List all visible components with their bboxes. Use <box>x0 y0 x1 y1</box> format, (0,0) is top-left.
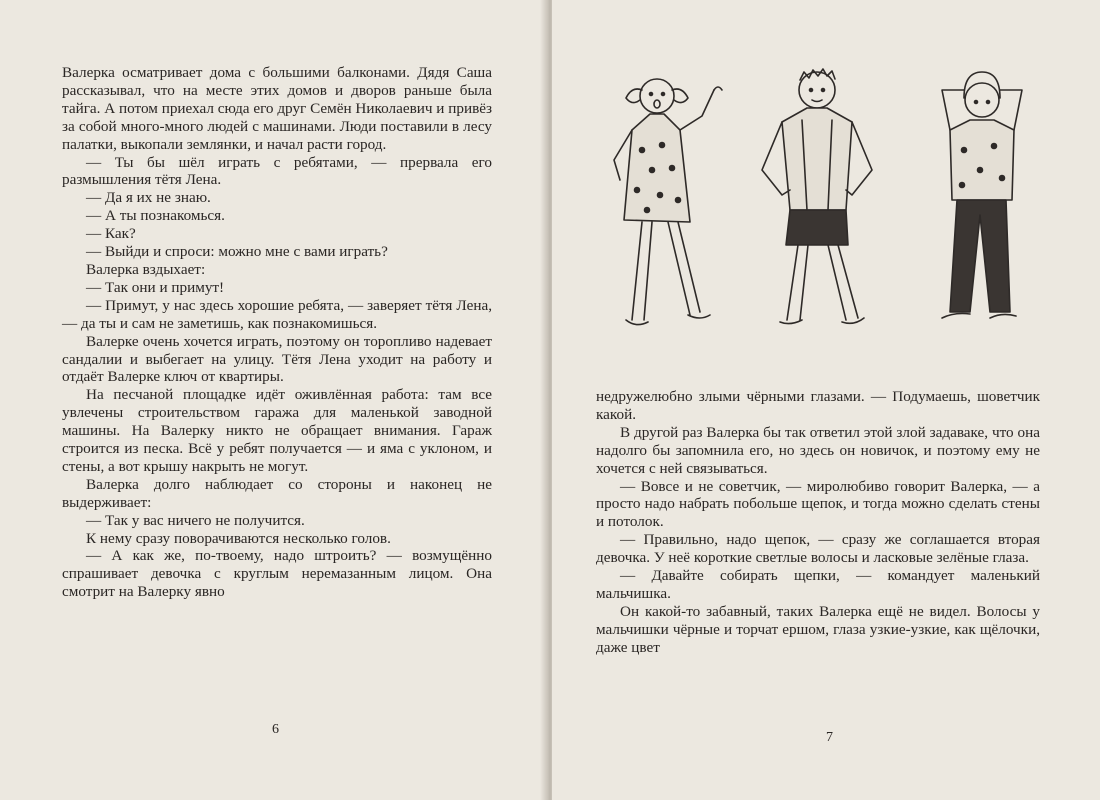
paragraph: — А ты познакомься. <box>86 207 225 225</box>
paragraph: — Вовсе и не советчик, — миролюбиво говорит Валерка, — а просто надо набрать побольше щепок, и тогда можно сделать стены и потолок. <box>596 477 1040 531</box>
paragraph: Валерка осматривает дома с большими балконами. Дядя Саша рассказывал, что на месте этих домов и дворов раньше была тайга. А потом приехал сюда его друг Семён Николаевич и привёз за собой много-много людей с машинами. Люди поставили в лесу палатки, выкопали землянки, и начал расти город. <box>62 64 492 153</box>
left-page <box>0 0 548 800</box>
paragraph: — Правильно, надо щепок, — сразу же соглашается вторая девочка. У неё короткие светлые волосы и ласковые зелёные глаза. <box>596 531 1040 567</box>
right-page-text <box>596 388 1040 657</box>
right-page <box>552 0 1100 800</box>
paragraph: — Да я их не знаю. <box>86 189 211 207</box>
girl-with-pigtails-figure <box>614 79 722 325</box>
page-number: 7 <box>826 730 833 745</box>
page-number: 6 <box>272 722 279 737</box>
left-page-text <box>62 64 492 601</box>
paragraph: недружелюбно злыми чёрными глазами. — Подумаешь, шоветчик какой. <box>596 388 1040 423</box>
paragraph: Он какой-то забавный, таких Валерка ещё не видел. Волосы у мальчишки чёрные и торчат ершом, глаза узкие-узкие, как щёлочки, даже цвет <box>596 602 1040 656</box>
paragraph: — Примут, у нас здесь хорошие ребята, — заверяет тётя Лена, — да ты и сам не заметишь, как познакомишься. <box>62 296 492 332</box>
paragraph: — Выйди и спроси: можно мне с вами играть? <box>86 243 388 261</box>
paragraph: — Ты бы шёл играть с ребятами, — прервала его размышления тётя Лена. <box>62 153 492 189</box>
paragraph: На песчаной площадке идёт оживлённая работа: там все увлечены строительством гаража для маленькой заводной машины. На Валерку никто не обращает внимания. Гараж строится из песка. Всё у ребят получается — и яма с уклоном, и стены, а вот крышу накрыть не могут. <box>62 386 492 475</box>
paragraph: — Так они и примут! <box>86 278 225 296</box>
children-illustration <box>602 50 1062 350</box>
paragraph: Валерка вздыхает: <box>86 260 206 278</box>
paragraph: — А как же, по-твоему, надо штроить? — возмущённо спрашивает девочка с круглым неремазанным лицом. Она смотрит на Валерку явно <box>62 547 492 601</box>
paragraph: — Давайте собирать щепки, — командует маленький мальчишка. <box>596 567 1040 602</box>
paragraph: Валерка долго наблюдает со стороны и наконец не выдерживает: <box>62 475 492 511</box>
girl-short-hair-figure <box>942 72 1022 318</box>
paragraph: — Так у вас ничего не получится. <box>86 511 305 529</box>
boy-in-shorts-figure <box>762 69 872 324</box>
paragraph: Валерке очень хочется играть, поэтому он торопливо надевает сандалии и выбегает на улицу. Тётя Лена уходит на работу и отдаёт Валерке ключ от квартиры. <box>62 332 492 386</box>
paragraph: — Как? <box>86 225 136 243</box>
paragraph: В другой раз Валерка бы так ответил этой злой задаваке, что она надолго бы запомнила его, но здесь он новичок, и поэтому ему не хочется с ней связываться. <box>596 423 1040 477</box>
paragraph: К нему сразу поворачиваются несколько голов. <box>86 529 391 547</box>
